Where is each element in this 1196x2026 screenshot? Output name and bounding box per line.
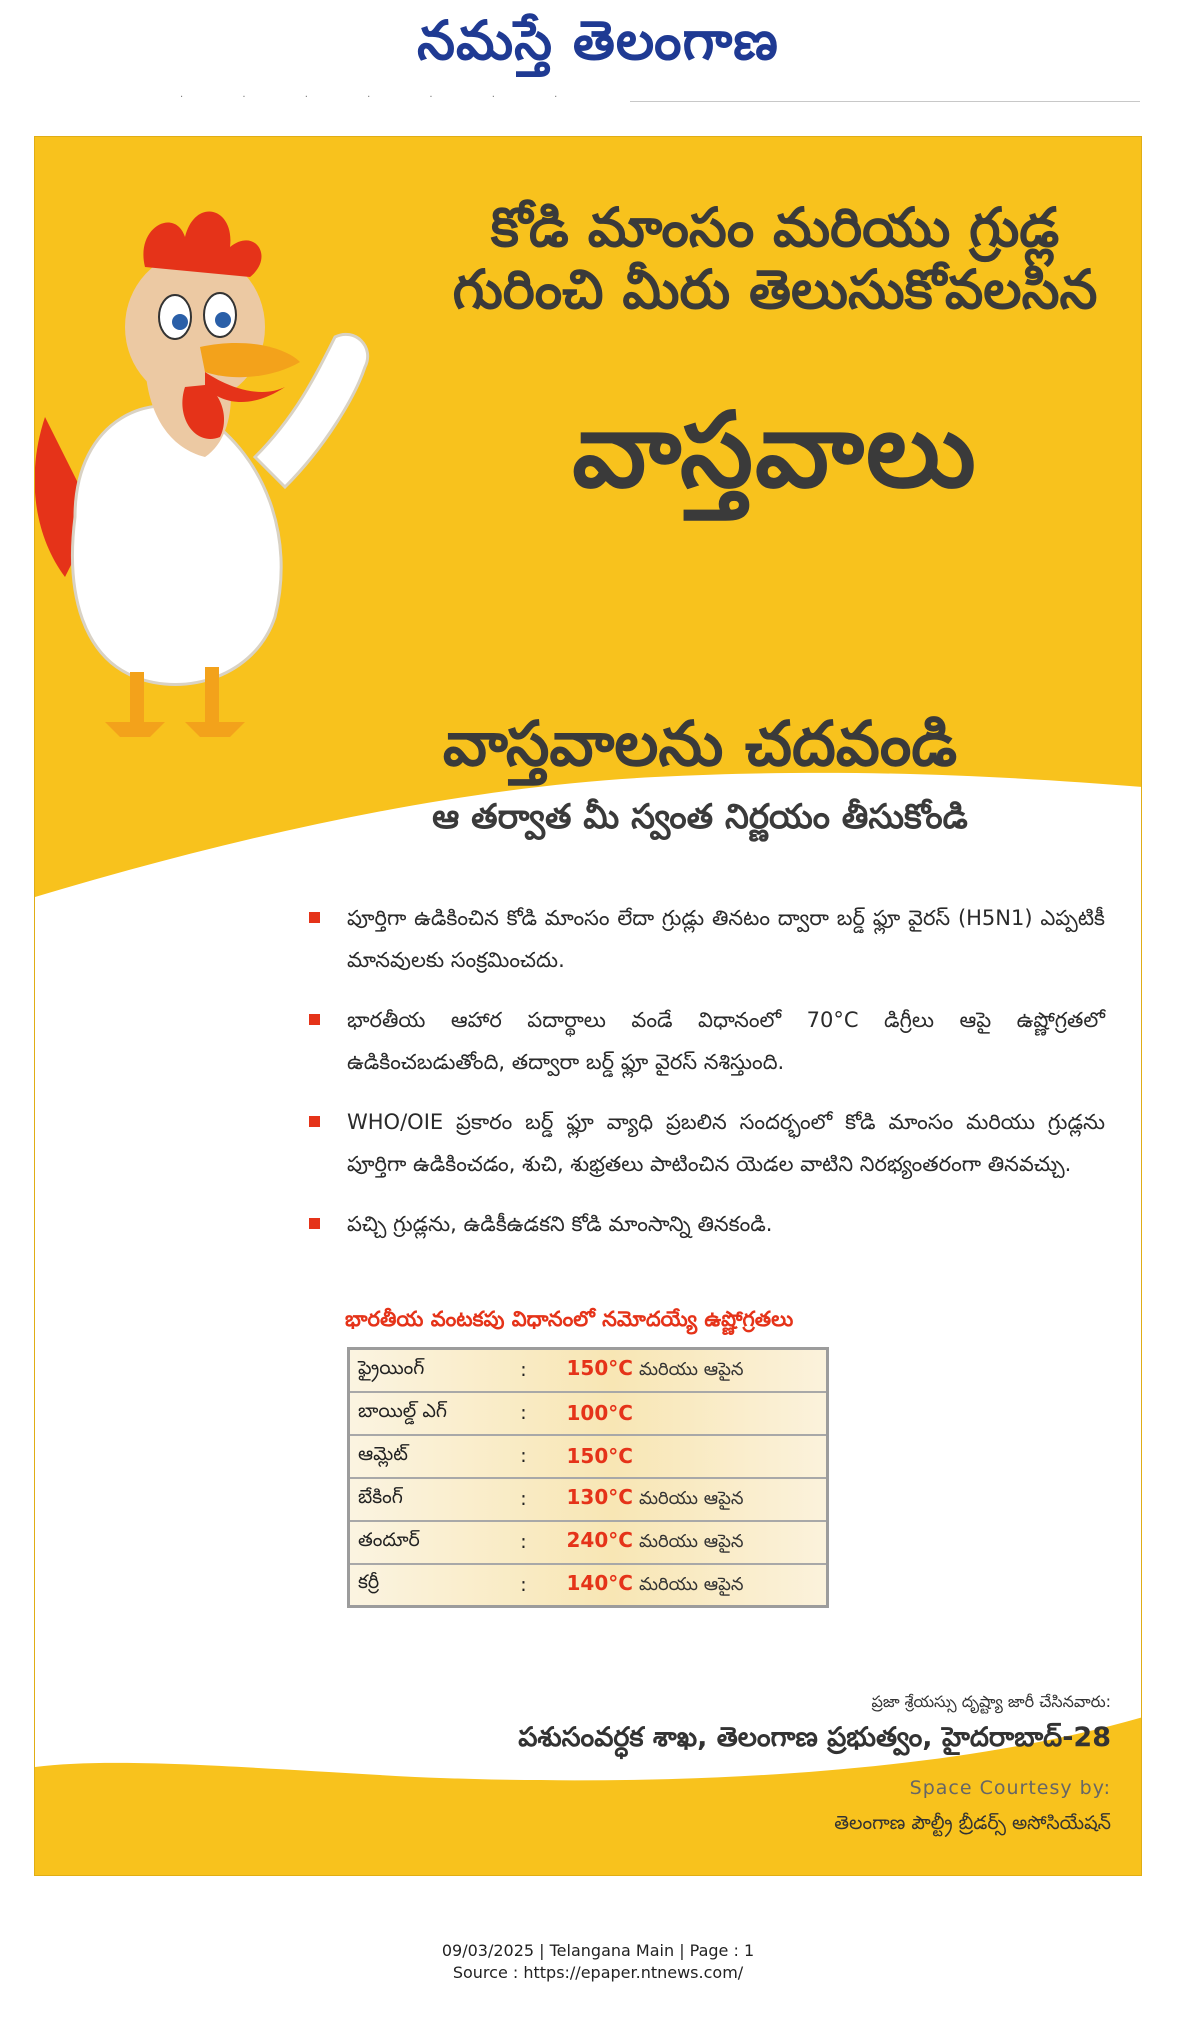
masthead-divider — [630, 101, 1140, 102]
temperature-value: 140°C — [566, 1570, 633, 1595]
space-courtesy-label: Space Courtesy by: — [909, 1777, 1111, 1799]
bullet-square-icon — [309, 912, 320, 923]
newspaper-title: నమస్తే తెలంగాణ — [417, 8, 779, 72]
headline-line-2: గురించి మీరు తెలుసుకోవలసిన — [452, 258, 1098, 322]
footer-date-edition: 09/03/2025 | Telangana Main | Page : 1 — [441, 1941, 755, 1960]
temperature-cell — [559, 1521, 828, 1564]
bullet-square-icon — [309, 1218, 320, 1229]
temperature-suffix: మరియు ఆపైన — [638, 1573, 744, 1595]
fact-item — [305, 897, 1105, 981]
table-row — [349, 1392, 828, 1435]
cooking-method: బేకింగ్ — [349, 1478, 489, 1521]
colon-separator: : — [489, 1435, 559, 1478]
temperature-table-caption: భారతీయ వంటకపు విధానంలో నమోదయ్యే ఉష్ణోగ్రతలు — [345, 1307, 794, 1331]
table-row — [349, 1435, 828, 1478]
fact-text: భారతీయ ఆహార పదార్థాలు వండే విధానంలో 70°C డిగ్రీలు ఆపై ఉష్ణోగ్రతలో ఉడికించబడుతోంది, తద్వారా బర్డ్ ఫ్లూ వైరస్ నశిస్తుంది. — [347, 1008, 1105, 1074]
table-row — [349, 1521, 828, 1564]
colon-separator: : — [520, 1573, 527, 1596]
cooking-temperature-table — [347, 1347, 829, 1608]
sub-heading-read-facts: వాస్తవాలను చదవండి — [442, 707, 958, 780]
fact-text: WHO/OIE ప్రకారం బర్డ్ ఫ్లూ వ్యాధి ప్రబలిన సందర్భంలో కోడి మాంసం మరియు గ్రుడ్లను పూర్తిగా ఉడికించడం, శుచి, శుభ్రతలు పాటించిన యెడల వాటిని నిరభ్యంతరంగా తినవచ్చు. — [347, 1110, 1105, 1176]
temperature-value: 100°C — [566, 1401, 633, 1425]
footer-source: Source : https://epaper.ntnews.com/ — [452, 1963, 744, 1982]
headline-facts: వాస్తవాలు — [572, 389, 978, 511]
temperature-cell — [559, 1564, 828, 1607]
fact-text: పూర్తిగా ఉడికించిన కోడి మాంసం లేదా గ్రుడ్లు తినటం ద్వారా బర్డ్ ఫ్లూ వైరస్ (H5N1) ఎప్పటికీ మానవులకు సంక్రమించదు. — [347, 906, 1105, 972]
temperature-suffix: మరియు ఆపైన — [638, 1531, 744, 1552]
masthead-strip: · · · · · · · — [180, 92, 586, 103]
temperature-cell — [559, 1478, 828, 1521]
table-row — [349, 1478, 828, 1521]
cooking-method: బాయిల్డ్ ఎగ్ — [349, 1392, 489, 1435]
issued-by-label: ప్రజా శ్రేయస్సు దృష్ట్యా జారీ చేసినవారు: — [871, 1692, 1111, 1711]
bullet-square-icon — [309, 1116, 320, 1127]
headline-upper — [445, 197, 1105, 321]
bullet-square-icon — [309, 1014, 320, 1025]
cooking-method: కర్రీ — [358, 1571, 380, 1594]
temperature-suffix: మరియు ఆపైన — [638, 1359, 744, 1381]
temperature-cell — [559, 1435, 828, 1478]
temperature-value: 150°C — [566, 1356, 633, 1381]
table-row — [349, 1349, 828, 1392]
temperature-value: 150°C — [566, 1444, 633, 1468]
temperature-value: 130°C — [566, 1485, 633, 1509]
temperature-suffix: మరియు ఆపైన — [638, 1488, 744, 1509]
colon-separator: : — [489, 1478, 559, 1521]
facts-list — [305, 897, 1105, 1263]
cooking-method: తందూర్ — [349, 1521, 489, 1564]
headline-line-1: కోడి మాంసం మరియు గ్రుడ్ల — [490, 196, 1060, 259]
masthead-block — [0, 8, 1196, 86]
rooster-mascot-icon — [35, 157, 455, 777]
fact-text: పచ్చి గ్రుడ్లను, ఉడికీఉడకని కోడి మాంసాన్ని తినకండి. — [347, 1212, 773, 1236]
poultry-facts-advertisement — [34, 136, 1142, 1876]
temperature-cell — [559, 1349, 828, 1392]
fact-item — [305, 1203, 1105, 1245]
cooking-method: ఆమ్లెట్ — [349, 1435, 489, 1478]
sponsor-association: తెలంగాణ పౌల్ట్రీ బ్రీడర్స్ అసోసియేషన్ — [834, 1812, 1111, 1834]
cooking-method: ఫ్రైయింగ్ — [349, 1349, 489, 1392]
fact-item — [305, 1101, 1105, 1185]
page-footer — [0, 1940, 1196, 1984]
department-name: పశుసంవర్ధక శాఖ, తెలంగాణ ప్రభుత్వం, హైదరాబాద్-28 — [518, 1722, 1111, 1753]
colon-separator: : — [489, 1521, 559, 1564]
sub-heading-decide: ఆ తర్వాత మీ స్వంత నిర్ణయం తీసుకోండి — [432, 797, 968, 837]
table-row — [349, 1564, 828, 1607]
colon-separator: : — [489, 1349, 559, 1392]
fact-item — [305, 999, 1105, 1083]
temperature-value: 240°C — [566, 1528, 633, 1552]
colon-separator: : — [489, 1392, 559, 1435]
temperature-cell — [559, 1392, 828, 1435]
